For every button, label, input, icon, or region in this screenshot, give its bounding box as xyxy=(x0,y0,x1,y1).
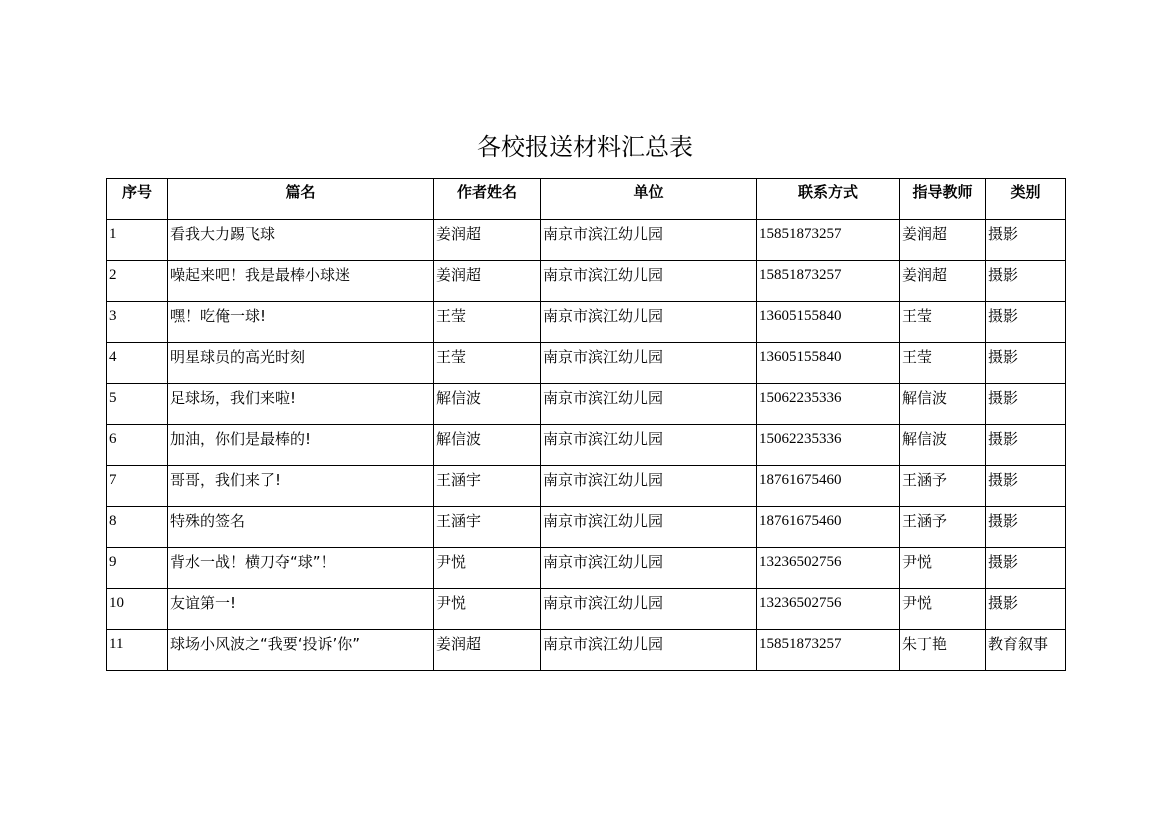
header-row xyxy=(107,179,1066,220)
cell-unit: 南京市滨江幼儿园 xyxy=(541,548,757,589)
cell-category: 摄影 xyxy=(986,507,1066,548)
cell-teacher: 姜润超 xyxy=(900,261,986,302)
cell-contact: 15851873257 xyxy=(757,261,900,302)
summary-table xyxy=(106,178,1066,671)
header-author: 作者姓名 xyxy=(434,179,541,220)
cell-title: 球场小风波之“我要‘投诉’你” xyxy=(168,630,434,671)
cell-index: 5 xyxy=(107,384,168,425)
table-row xyxy=(107,425,1066,466)
cell-category: 摄影 xyxy=(986,425,1066,466)
cell-author: 解信波 xyxy=(434,384,541,425)
cell-title: 友谊第一! xyxy=(168,589,434,630)
cell-unit: 南京市滨江幼儿园 xyxy=(541,425,757,466)
table-row xyxy=(107,466,1066,507)
cell-contact: 13236502756 xyxy=(757,589,900,630)
table-row xyxy=(107,589,1066,630)
cell-category: 教育叙事 xyxy=(986,630,1066,671)
cell-title: 加油，你们是最棒的! xyxy=(168,425,434,466)
cell-index: 8 xyxy=(107,507,168,548)
cell-category: 摄影 xyxy=(986,302,1066,343)
cell-category: 摄影 xyxy=(986,343,1066,384)
cell-unit: 南京市滨江幼儿园 xyxy=(541,466,757,507)
table-row xyxy=(107,261,1066,302)
cell-index: 3 xyxy=(107,302,168,343)
header-contact: 联系方式 xyxy=(757,179,900,220)
cell-title: 背水一战！横刀夺“球”！ xyxy=(168,548,434,589)
table-row xyxy=(107,220,1066,261)
header-index: 序号 xyxy=(107,179,168,220)
table-row xyxy=(107,384,1066,425)
cell-index: 11 xyxy=(107,630,168,671)
cell-title: 嘿！吃俺一球! xyxy=(168,302,434,343)
table-row xyxy=(107,302,1066,343)
header-teacher: 指导教师 xyxy=(900,179,986,220)
table-row xyxy=(107,630,1066,671)
cell-author: 尹悦 xyxy=(434,589,541,630)
table-row xyxy=(107,507,1066,548)
cell-teacher: 尹悦 xyxy=(900,548,986,589)
cell-index: 7 xyxy=(107,466,168,507)
cell-teacher: 姜润超 xyxy=(900,220,986,261)
cell-contact: 13605155840 xyxy=(757,302,900,343)
cell-contact: 18761675460 xyxy=(757,466,900,507)
cell-index: 9 xyxy=(107,548,168,589)
cell-contact: 18761675460 xyxy=(757,507,900,548)
cell-index: 2 xyxy=(107,261,168,302)
cell-author: 姜润超 xyxy=(434,261,541,302)
cell-author: 姜润超 xyxy=(434,630,541,671)
cell-unit: 南京市滨江幼儿园 xyxy=(541,343,757,384)
page-title: 各校报送材料汇总表 xyxy=(477,133,693,161)
cell-teacher: 王涵予 xyxy=(900,466,986,507)
cell-category: 摄影 xyxy=(986,548,1066,589)
cell-category: 摄影 xyxy=(986,261,1066,302)
cell-title: 足球场，我们来啦! xyxy=(168,384,434,425)
cell-author: 王涵宇 xyxy=(434,466,541,507)
cell-teacher: 解信波 xyxy=(900,425,986,466)
cell-contact: 13236502756 xyxy=(757,548,900,589)
header-category: 类别 xyxy=(986,179,1066,220)
cell-teacher: 王莹 xyxy=(900,302,986,343)
cell-unit: 南京市滨江幼儿园 xyxy=(541,261,757,302)
cell-teacher: 王涵予 xyxy=(900,507,986,548)
cell-author: 王莹 xyxy=(434,302,541,343)
cell-author: 王涵宇 xyxy=(434,507,541,548)
header-unit: 单位 xyxy=(541,179,757,220)
cell-unit: 南京市滨江幼儿园 xyxy=(541,220,757,261)
cell-contact: 15062235336 xyxy=(757,425,900,466)
cell-index: 4 xyxy=(107,343,168,384)
cell-teacher: 朱丁艳 xyxy=(900,630,986,671)
cell-title: 哥哥，我们来了! xyxy=(168,466,434,507)
cell-author: 解信波 xyxy=(434,425,541,466)
cell-category: 摄影 xyxy=(986,466,1066,507)
cell-unit: 南京市滨江幼儿园 xyxy=(541,384,757,425)
cell-title: 看我大力踢飞球 xyxy=(168,220,434,261)
cell-index: 1 xyxy=(107,220,168,261)
cell-title: 噪起来吧！我是最棒小球迷 xyxy=(168,261,434,302)
cell-unit: 南京市滨江幼儿园 xyxy=(541,302,757,343)
cell-contact: 15851873257 xyxy=(757,630,900,671)
cell-teacher: 王莹 xyxy=(900,343,986,384)
cell-teacher: 解信波 xyxy=(900,384,986,425)
table-row xyxy=(107,548,1066,589)
cell-category: 摄影 xyxy=(986,589,1066,630)
cell-unit: 南京市滨江幼儿园 xyxy=(541,589,757,630)
cell-unit: 南京市滨江幼儿园 xyxy=(541,507,757,548)
cell-contact: 13605155840 xyxy=(757,343,900,384)
cell-teacher: 尹悦 xyxy=(900,589,986,630)
cell-title: 特殊的签名 xyxy=(168,507,434,548)
cell-author: 尹悦 xyxy=(434,548,541,589)
cell-index: 10 xyxy=(107,589,168,630)
cell-category: 摄影 xyxy=(986,384,1066,425)
cell-title: 明星球员的高光时刻 xyxy=(168,343,434,384)
cell-contact: 15851873257 xyxy=(757,220,900,261)
table-row xyxy=(107,343,1066,384)
cell-contact: 15062235336 xyxy=(757,384,900,425)
cell-category: 摄影 xyxy=(986,220,1066,261)
cell-author: 姜润超 xyxy=(434,220,541,261)
cell-unit: 南京市滨江幼儿园 xyxy=(541,630,757,671)
header-title: 篇名 xyxy=(168,179,434,220)
cell-index: 6 xyxy=(107,425,168,466)
cell-author: 王莹 xyxy=(434,343,541,384)
